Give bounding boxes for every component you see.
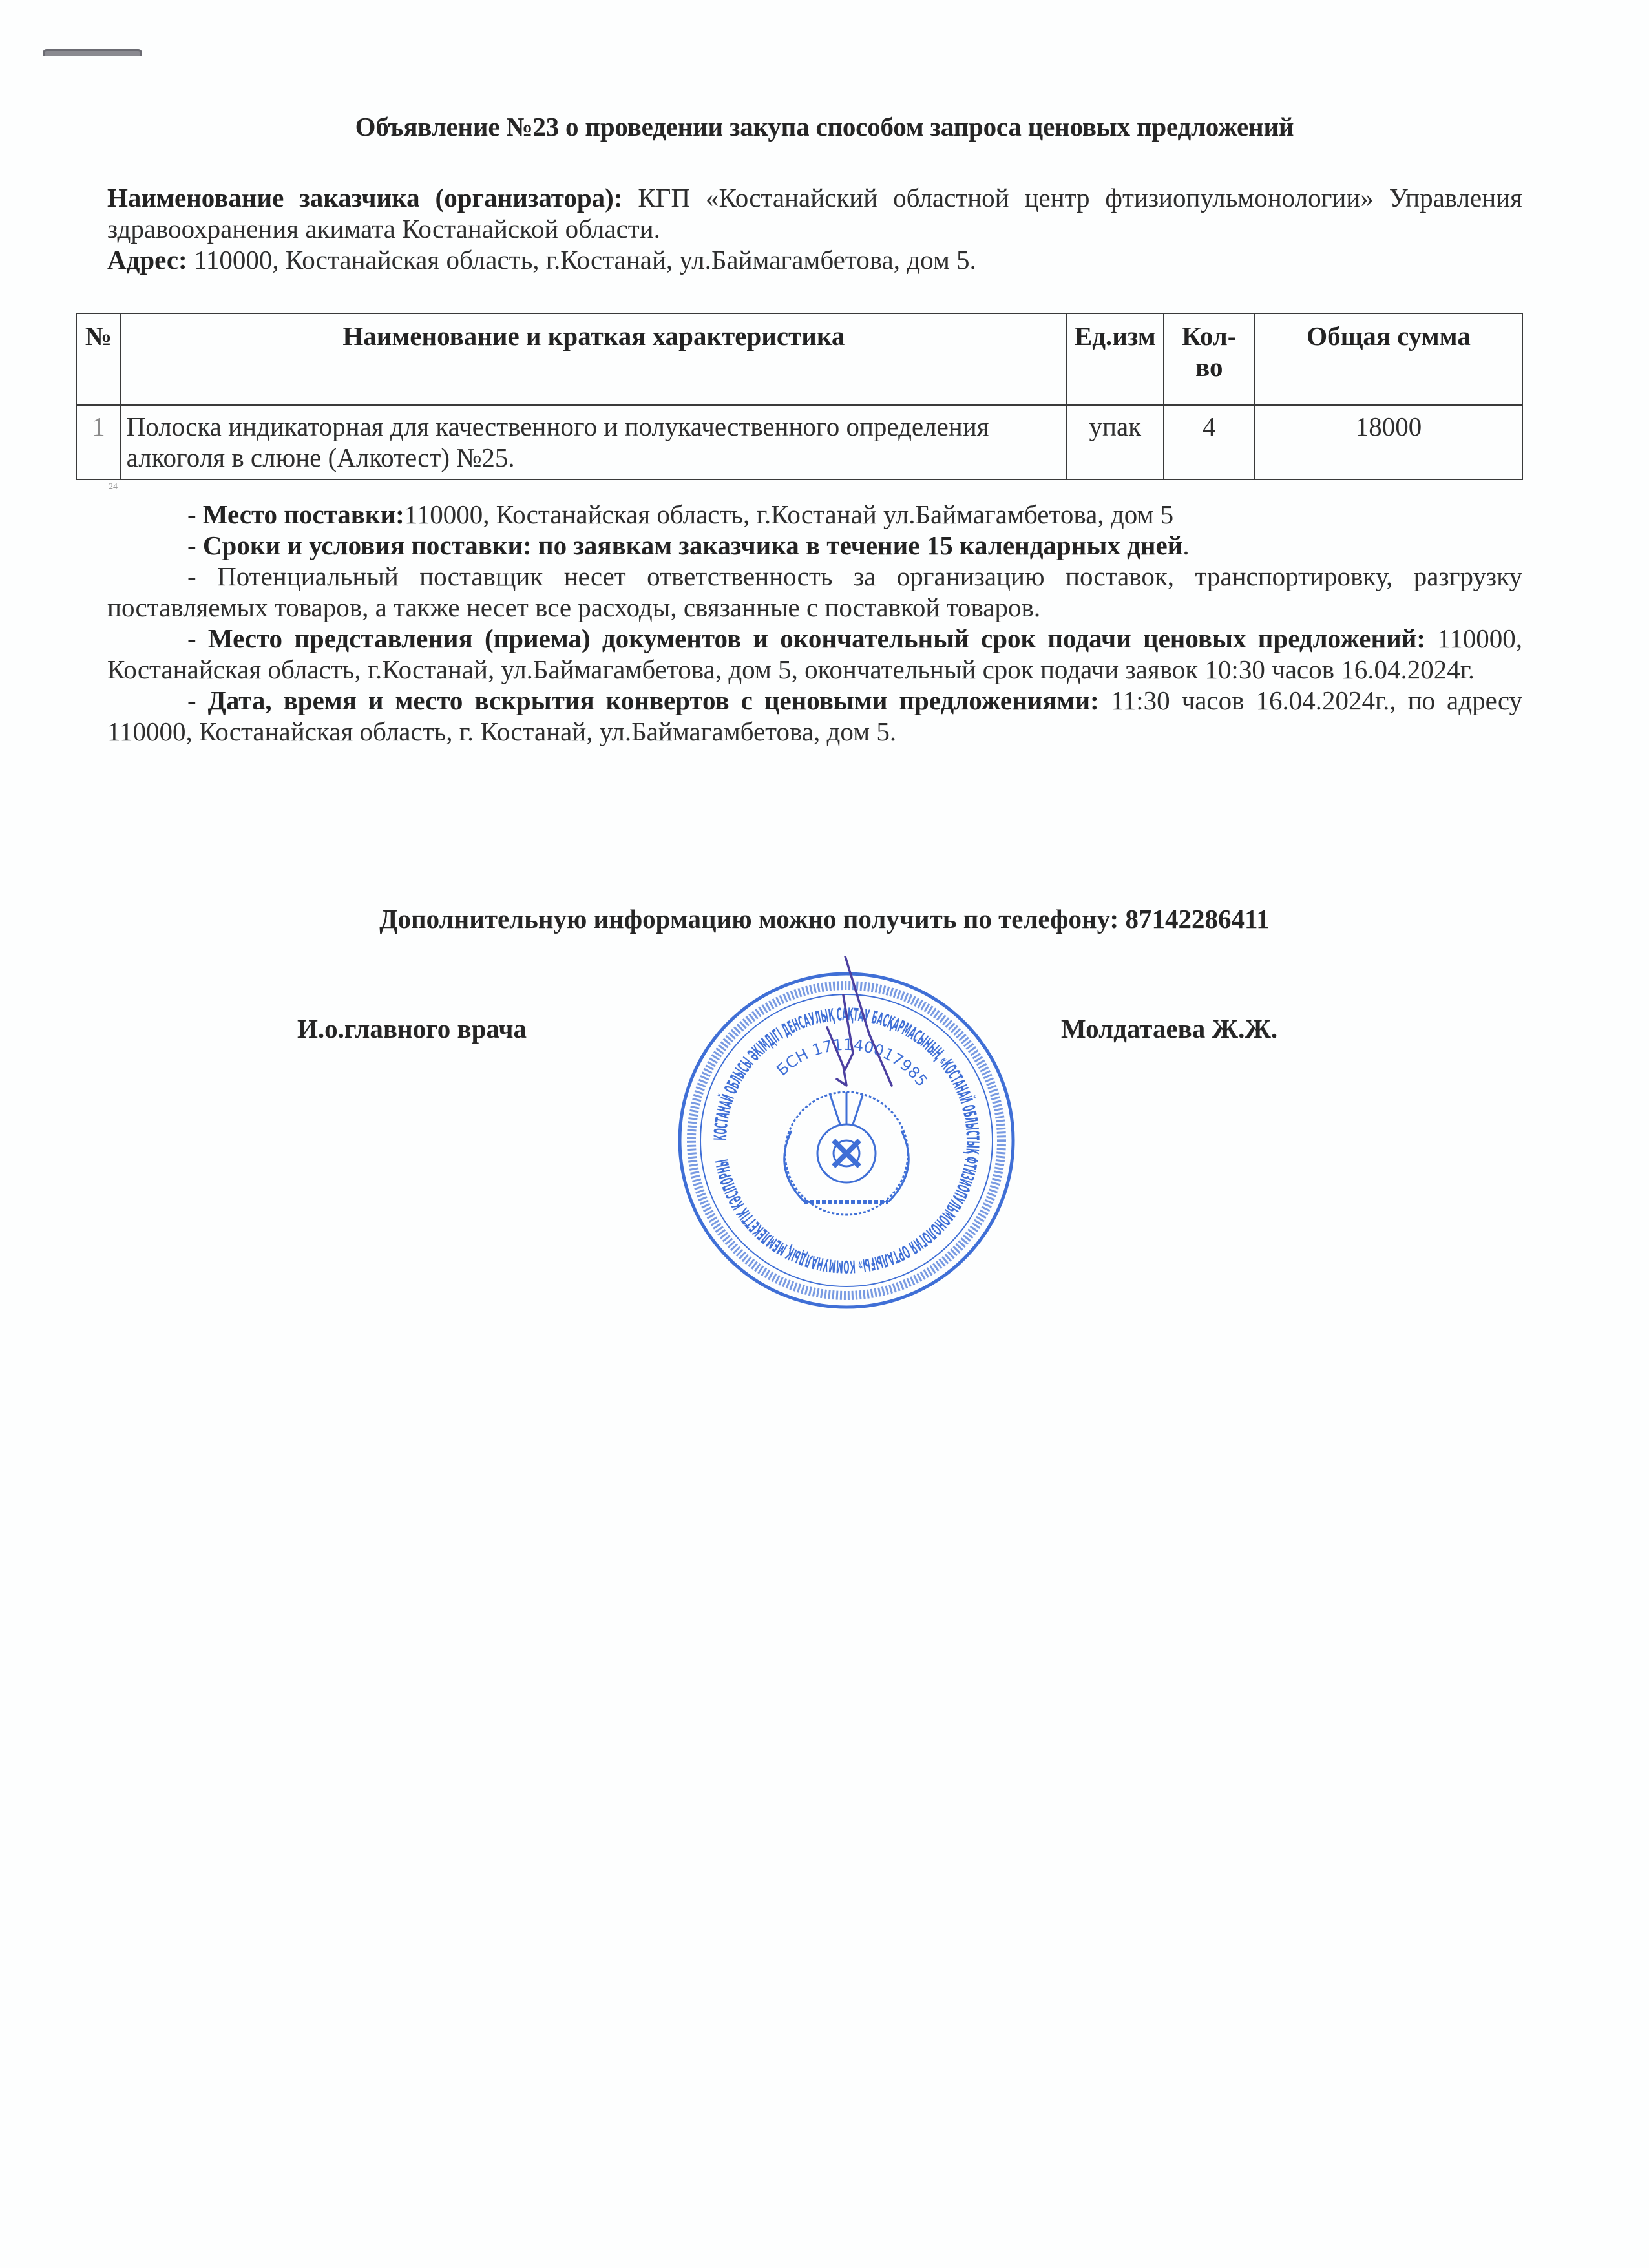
row-number: 1 <box>76 405 121 479</box>
contact-info: Дополнительную информацию можно получить по телефону: 87142286411 <box>379 904 1270 934</box>
opening-value: 11:30 часов 16.04.2024г., по адресу 110000, Костанайская область, г. Костанай, ул.Баймагамбетова, дом 5. <box>107 686 1522 746</box>
signatory-role: И.о.главного врача <box>297 1014 527 1044</box>
header-name: Наименование и краткая характеристика <box>121 313 1067 405</box>
customer-address-label: Адрес: <box>107 245 187 275</box>
delivery-terms-end: . <box>1182 530 1190 560</box>
customer-name-value: КГП «Костанайский областной центр фтизиопульмонологии» Управления здравоохранения акимата Костанайской области. <box>107 183 1522 244</box>
customer-name <box>107 182 1522 244</box>
submission-value: 110000, Костанайская область, г.Костанай, ул.Баймагамбетова, дом 5, окончательный срок подачи заявок 10:30 часов 16.04.2024г. <box>107 624 1522 684</box>
delivery-place-label: - Место поставки: <box>187 499 404 529</box>
responsibility: - Потенциальный поставщик несет ответственность за организацию поставок, транспортировку, разгрузку поставляемых товаров, а также несет все расходы, связанные с поставкой товаров. <box>107 562 1522 622</box>
header-number: № <box>76 313 121 405</box>
row-quantity: 4 <box>1164 405 1255 479</box>
opening <box>107 685 1522 747</box>
submission <box>107 623 1522 685</box>
stamp-bin-path: БСН 171140017985 <box>773 1035 931 1090</box>
header-quantity: Кол-во <box>1164 313 1255 405</box>
handwritten-signature <box>808 956 911 1105</box>
page-title: Объявление №23 о проведении закупа способом запроса ценовых предложений <box>355 112 1294 142</box>
delivery-terms-label: - Сроки и условия поставки: по заявкам заказчика в течение 15 календарных дней <box>187 530 1183 560</box>
staple-mark <box>43 49 142 56</box>
items-table <box>76 313 1523 480</box>
opening-label: - Дата, время и место вскрытия конвертов с ценовыми предложениями: <box>187 686 1099 715</box>
stamp-outer-text-path: КОСТАНАЙ ОБЛЫСЫ ӘКІМДІГІ ДЕНСАУЛЫҚ САҚТАУ БАСҚАРМАСЫНЫҢ «КОСТАНАЙ ОБЛЫСТЫҚ ФТИЗИОПУЛЬМОНОЛОГИЯ ОРТАЛЫҒЫ» КОММУНАЛДЫҚ МЕМЛЕКЕТТІК КӘСІПОРНЫ <box>710 1004 983 1277</box>
table-row <box>76 405 1522 479</box>
row-unit: упак <box>1067 405 1164 479</box>
customer-name-label: Наименование заказчика (организатора): <box>107 183 623 213</box>
emblem-icon <box>784 1092 909 1215</box>
table-header-row <box>76 313 1522 405</box>
submission-label: - Место представления (приема) документов и окончательный срок подачи ценовых предложений: <box>187 624 1425 653</box>
delivery-place-value: 110000, Костанайская область, г.Костанай ул.Баймагамбетова, дом 5 <box>404 499 1174 529</box>
page-mark: 24 <box>109 482 118 492</box>
row-total: 18000 <box>1255 405 1522 479</box>
customer-address <box>107 244 1522 275</box>
signatory-name: Молдатаева Ж.Ж. <box>1061 1014 1278 1044</box>
delivery-terms <box>107 530 1522 561</box>
row-name: Полоска индикаторная для качественного и полукачественного определения алкоголя в слюне (Алкотест) №25. <box>121 405 1067 479</box>
customer-address-value: 110000, Костанайская область, г.Костанай, ул.Баймагамбетова, дом 5. <box>187 245 976 275</box>
header-total: Общая сумма <box>1255 313 1522 405</box>
conditions <box>107 499 1522 747</box>
delivery-place <box>107 499 1522 530</box>
header-unit: Ед.изм <box>1067 313 1164 405</box>
customer-info <box>107 182 1522 275</box>
